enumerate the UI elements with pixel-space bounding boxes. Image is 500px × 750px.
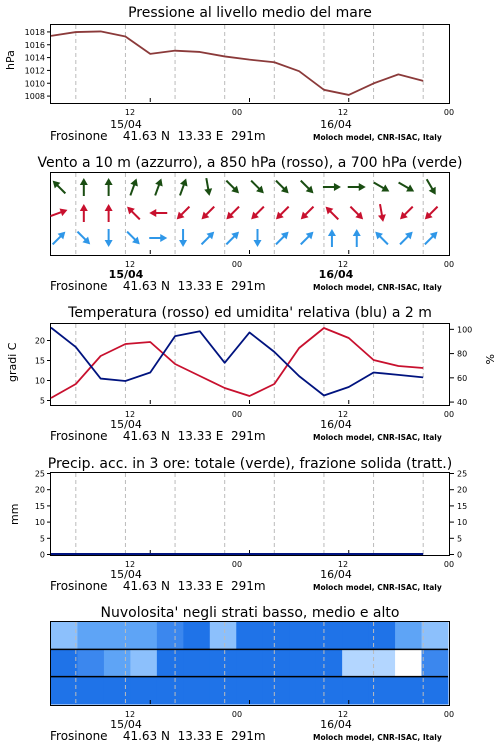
tick-label: 12 [337,260,349,269]
cloud-cell [77,649,104,677]
tick-label: 00 [443,260,455,269]
cloud-cell [342,677,369,705]
wind-arrow [273,178,291,196]
wind-arrow [372,229,390,247]
cloud-cell [130,622,157,650]
location-name: Frosinone [50,279,108,293]
cloud-cell [157,622,184,650]
location-name: Frosinone [50,729,108,743]
y-tick-label: 10 [34,376,45,386]
wind-arrow [105,178,113,196]
cloud-cell [289,622,316,650]
temperature-plot [50,323,450,406]
tick-label: 00 [231,560,243,569]
cloud-plot [50,621,450,706]
cloud-cell [51,677,78,705]
y-tick-label: 1012 [24,66,45,76]
cloud-cell [395,649,422,677]
wind-arrow [254,229,262,247]
wind-arrow [298,204,316,222]
location-lat: 41.63 N [122,429,170,443]
tick-label: 12 [337,560,349,569]
y-tick-label: 80 [457,349,468,359]
location-name: Frosinone [50,129,108,143]
wind-arrow [124,204,142,222]
cloud-cell [104,649,131,677]
cloud-cell [422,677,449,705]
y-tick-label: 20 [34,485,45,495]
cloud-cell [289,649,316,677]
precip-chart [51,473,448,554]
y-tick-label: 25 [457,469,468,479]
wind-arrow [105,229,113,247]
temperature-title: Temperatura (rosso) ed umidita' relativa (blu) a 2 m [68,305,432,321]
y-tick-label: 1014 [24,53,45,63]
location-alt: 291m [231,429,266,443]
cloud-cell [51,649,78,677]
location-alt: 291m [231,729,266,743]
wind-arrow [353,229,361,247]
date-label: 15/04 [110,568,142,581]
y-tick-label: 60 [457,373,468,383]
wind-arrow [223,178,241,196]
tick-label: 12 [124,260,136,269]
wind-arrow-head [429,187,439,197]
tick-label: 00 [443,710,455,719]
cloud-cell [183,622,210,650]
location-lat: 41.63 N [122,129,170,143]
wind-arrow [176,177,190,197]
precip-ylabel: mm [8,503,21,525]
y-tick-label: 40 [457,398,468,408]
tick-label: 00 [443,410,455,419]
wind-arrow [248,178,266,196]
wind-arrow [80,178,88,196]
date-label: 15/04 [108,268,144,281]
location-alt: 291m [231,279,266,293]
cloud-cell [77,622,104,650]
model-credit: Moloch model, CNR-ISAC, Italy [313,733,442,742]
wind-arrow-head [328,229,336,236]
wind-arrow-head [80,204,88,211]
y-tick-label: 25 [34,469,45,479]
location-info [50,579,266,593]
wind-arrow [105,204,113,222]
y-tick-label: 15 [34,501,45,511]
cloud-cell [422,649,449,677]
wind-arrow [199,229,217,247]
cloud-cell [369,649,396,677]
y-tick-label: 20 [34,336,45,346]
cloud-cell [342,622,369,650]
wind-arrow [376,203,387,222]
pressure-line [51,31,423,95]
wind-arrow [248,204,266,222]
tick-label: 00 [443,560,455,569]
wind-arrow [127,177,141,197]
wind-arrow-head [160,234,167,242]
wind-arrow [124,229,142,247]
y-tick-label: 20 [457,485,468,495]
wind-arrow [273,204,291,222]
date-label: 15/04 [110,418,142,431]
y-tick-label: 0 [39,550,45,560]
wind-arrow-head [105,204,113,211]
cloud-cell [183,677,210,705]
y-tick-label: 0 [457,550,463,560]
temperature-ylabel: gradi C [6,342,19,382]
wind-arrow-head [334,183,341,191]
pressure-title: Pressione al livello medio del mare [128,5,372,21]
location-lon: 13.33 E [177,729,224,743]
date-label: 16/04 [320,568,352,581]
date-label: 16/04 [320,118,352,131]
cloud-cell [210,622,237,650]
location-lat: 41.63 N [122,279,170,293]
cloud-cell [342,649,369,677]
y-tick-label: 15 [457,501,468,511]
location-info [50,129,266,143]
wind-arrow [298,178,316,196]
wind-arrow [179,229,187,247]
wind-arrow [223,204,241,222]
cloud-cell [316,677,343,705]
humidity-line [51,328,423,396]
wind-arrow-head [80,178,88,185]
tick-label: 00 [231,108,243,117]
pressure-chart [51,25,448,102]
cloud-cell [263,649,290,677]
location-lon: 13.33 E [177,429,224,443]
tick-label: 00 [231,710,243,719]
wind-arrow-head [130,177,140,186]
date-label: 15/04 [110,118,142,131]
location-info [50,729,266,743]
model-credit: Moloch model, CNR-ISAC, Italy [313,283,442,292]
cloud-cell [395,622,422,650]
cloud-cell [210,677,237,705]
cloud-cell [263,622,290,650]
tick-label: 12 [337,410,349,419]
cloud-cell [130,649,157,677]
cloud-cell [236,649,263,677]
wind-arrow [298,229,316,247]
cloud-cell [183,649,210,677]
cloud-cell [236,622,263,650]
wind-arrow [223,229,241,247]
location-alt: 291m [231,129,266,143]
cloud-cell [104,677,131,705]
wind-arrow [397,229,415,247]
y-tick-label: 10 [34,518,45,528]
tick-label: 12 [124,710,136,719]
cloud-cell [104,622,131,650]
wind-arrow [323,204,341,222]
tick-label: 12 [337,108,349,117]
wind-arrow [348,204,366,222]
tick-label: 12 [124,410,136,419]
wind-arrow-head [105,178,113,185]
cloud-cell [263,677,290,705]
pressure-yaxis [0,24,50,104]
wind-arrow [397,179,417,195]
cloud-cell [157,677,184,705]
y-tick-label: 10 [457,518,468,528]
y-tick-label: 100 [457,325,473,335]
cloud-cell [395,677,422,705]
location-info [50,279,266,293]
temperature-yaxis [0,323,50,406]
y-tick-label: 1010 [24,79,45,89]
precip-plot [50,472,450,556]
location-lon: 13.33 E [177,129,224,143]
wind-arrow [397,204,415,222]
tick-label: 00 [231,410,243,419]
wind-arrow-head [359,183,366,191]
cloud-cell [51,622,78,650]
wind-arrow [151,177,165,197]
wind-arrow [372,179,392,195]
wind-title: Vento a 10 m (azzurro), a 850 hPa (rosso), a 700 hPa (verde) [37,155,463,171]
cloud-cell [77,677,104,705]
y-tick-label: 5 [39,534,45,544]
cloud-cell [369,677,396,705]
y-tick-label: 1016 [24,40,45,50]
wind-arrow-head [105,240,113,247]
model-credit: Moloch model, CNR-ISAC, Italy [313,133,442,142]
wind-arrow [422,204,440,222]
tick-label: 00 [443,108,455,117]
model-credit: Moloch model, CNR-ISAC, Italy [313,433,442,442]
wind-arrow [323,183,341,191]
wind-arrow [75,229,93,247]
wind-arrow-head [254,240,262,247]
y-tick-label: 15 [34,356,45,366]
tick-label: 12 [337,710,349,719]
y-tick-label: 1008 [24,92,45,102]
precip-title: Precip. acc. in 3 ore: totale (verde), frazione solida (tratt.) [47,456,453,472]
cloud-chart [51,622,448,704]
cloud-title: Nuvolosita' negli strati basso, medio e alto [100,605,400,621]
location-info [50,429,266,443]
pressure-plot [50,24,450,104]
wind-arrow [423,177,439,197]
wind-arrow-head [179,240,187,247]
cloud-cell [369,622,396,650]
y-tick-label: 5 [39,396,45,406]
y-tick-label: 5 [457,534,463,544]
y-tick-label: 1018 [24,27,45,37]
wind-arrow [422,229,440,247]
wind-arrow-head [60,206,69,216]
location-alt: 291m [231,579,266,593]
wind-plot [50,172,450,256]
model-credit: Moloch model, CNR-ISAC, Italy [313,583,442,592]
tick-label: 00 [231,260,243,269]
location-name: Frosinone [50,429,108,443]
temperature-chart [51,324,448,404]
wind-chart [51,173,448,254]
cloud-cell [316,622,343,650]
tick-label: 12 [124,560,136,569]
tick-label: 12 [124,108,136,117]
cloud-cell [422,622,449,650]
date-label: 16/04 [320,718,352,731]
precip-yaxis [0,469,50,560]
wind-arrow [273,229,291,247]
wind-arrow [202,177,213,196]
wind-arrow-head [155,177,165,186]
date-label: 15/04 [110,718,142,731]
date-label: 16/04 [320,418,352,431]
pressure-ylabel: hPa [4,50,17,70]
wind-arrow-head [406,185,416,195]
date-label: 16/04 [318,268,354,281]
humidity-ylabel: % [483,354,496,365]
wind-arrow-head [180,177,190,186]
wind-arrow-head [353,229,361,236]
location-name: Frosinone [50,579,108,593]
location-lat: 41.63 N [122,579,170,593]
humidity-yaxis [450,323,490,406]
wind-arrow-head [204,188,213,196]
wind-arrow-head [149,209,156,217]
wind-arrow [149,209,167,217]
precip-yaxis-right [450,469,480,560]
cloud-cell [316,649,343,677]
cloud-cell [130,677,157,705]
location-lon: 13.33 E [177,579,224,593]
cloud-cell [157,649,184,677]
wind-arrow [328,229,336,247]
wind-arrow-head [378,214,387,222]
wind-arrow [50,229,68,247]
wind-arrow [348,183,366,191]
wind-arrow [80,204,88,222]
wind-arrow [174,204,192,222]
temperature-line [51,328,423,398]
wind-arrow [149,234,167,242]
wind-arrow [49,206,69,220]
wind-arrow [199,204,217,222]
cloud-cell [210,649,237,677]
location-lon: 13.33 E [177,279,224,293]
wind-arrow [50,178,68,196]
cloud-cell [289,677,316,705]
location-lat: 41.63 N [122,729,170,743]
wind-arrow-head [381,185,391,195]
